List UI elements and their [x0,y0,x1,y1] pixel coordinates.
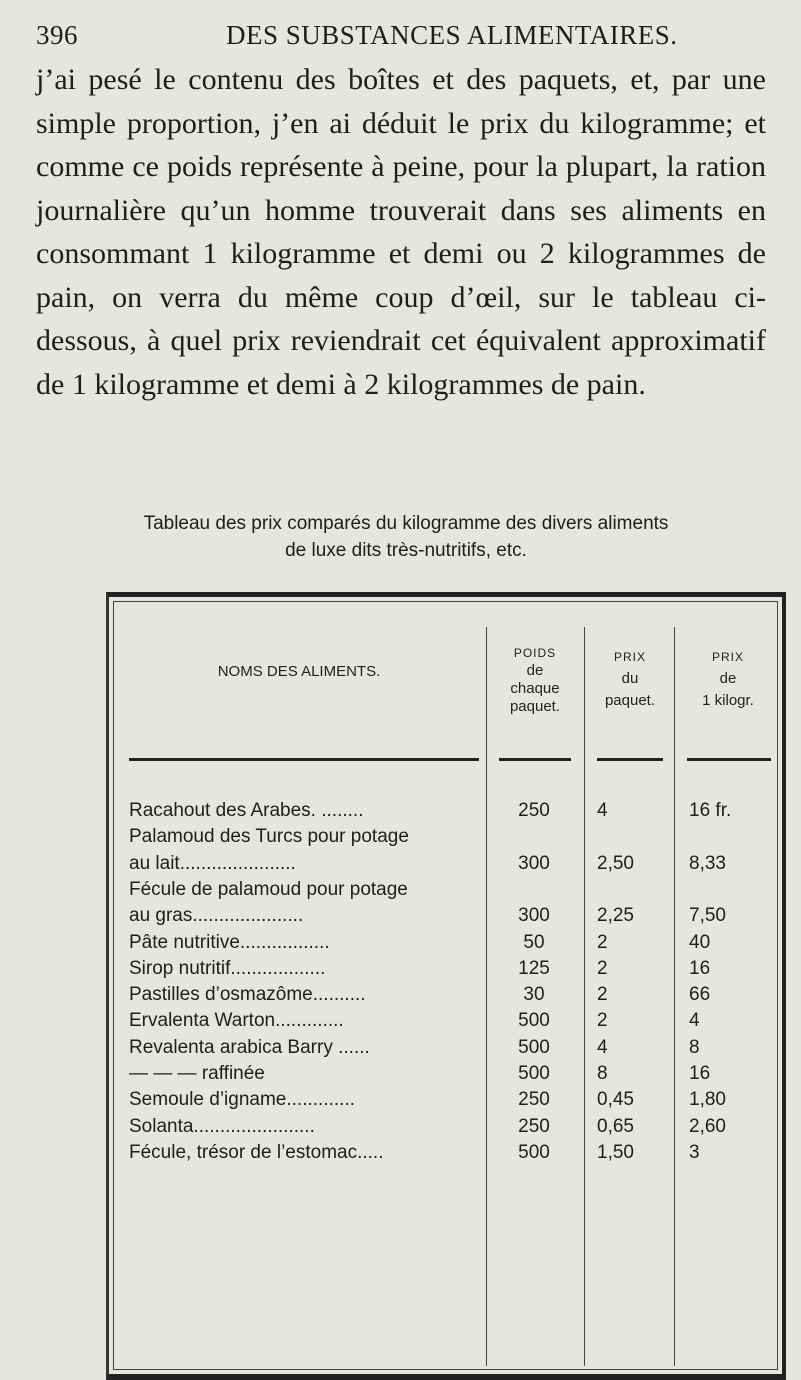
aliment-name: Sirop nutritif.................. [129,957,326,979]
prix-kilo-value: 16 [689,957,711,979]
poids-value: 500 [518,1010,550,1032]
price-table [106,592,786,1380]
table-row [109,826,782,852]
poids-value: 250 [518,1089,550,1111]
poids-value: 30 [523,984,545,1006]
prix-paquet-value: 2,50 [597,852,634,874]
aliment-name: Racahout des Arabes. ........ [129,800,364,821]
table-row [109,1142,782,1168]
column-header-label: NOMS DES ALIMENTS. [217,663,381,680]
prix-kilo-value: 40 [689,931,711,953]
column-header-label: PRIX [613,650,646,664]
table-row [109,905,782,931]
prix-kilo-value: 1,80 [689,1089,726,1111]
column-header-prix-kilo [677,646,779,712]
header-separator [687,758,771,761]
header-separator [597,758,663,761]
column-header-poids [489,644,581,716]
column-header-label: chaque [510,680,560,697]
column-header-label: paquet. [509,698,561,715]
aliment-name: Palamoud des Turcs pour potage [129,826,409,848]
aliment-name: Pâte nutritive................. [129,931,330,953]
poids-value: 500 [518,1036,550,1058]
prix-paquet-value: 0,65 [597,1115,634,1137]
prix-paquet-value: 2 [597,957,608,979]
prix-kilo-value: 7,50 [689,905,726,927]
column-header-label: 1 kilogr. [702,692,754,709]
column-header-noms [129,663,469,680]
aliment-name: Fécule de palamoud pour potage [129,878,408,900]
aliment-name: — — — raffinée [129,1063,265,1084]
page-number: 396 [36,20,78,50]
header-separator [499,758,571,761]
table-row [109,879,782,905]
table-row [109,932,782,958]
aliment-name: Revalenta arabica Barry ...... [129,1036,370,1058]
column-header-label: de [719,670,737,687]
prix-paquet-value: 2 [597,984,608,1006]
prix-paquet-value: 0,45 [597,1089,634,1111]
body-paragraph: j’ai pesé le contenu des boîtes et des paquets, et, par une simple proportion, j’en ai déduit le prix du kilogramme; et comme ce poids représente à peine, pour la plupart, la ration journalière qu’un homme trouverait dans ses aliments en consommant 1 kilogramme et demi ou 2 kilogrammes de pain, on verra du même coup d’œil, sur le tableau ci-dessous, à quel prix reviendrait cet équivalent approximatif de 1 kilogramme et demi à 2 kilogrammes de pain. [36,63,766,401]
table-caption-line-2: de luxe dits très-nutritifs, etc. [285,540,527,561]
prix-paquet-value: 4 [597,800,608,821]
table-row [109,1037,782,1063]
table-caption-line-1: Tableau des prix comparés du kilogramme des divers aliments [143,513,669,534]
poids-value: 500 [518,1063,550,1084]
prix-paquet-value: 2 [597,931,608,953]
poids-value: 250 [518,1115,550,1137]
poids-value: 500 [518,1141,550,1163]
aliment-name: Fécule, trésor de l’estomac..... [129,1141,384,1163]
prix-kilo-value: 16 [689,1063,711,1084]
column-header-label: PRIX [711,650,744,664]
aliment-name: Semoule d’igname............. [129,1089,355,1111]
table-row [109,958,782,984]
table-row [109,800,782,826]
prix-paquet-value: 4 [597,1036,608,1058]
prix-kilo-value: 2,60 [689,1115,726,1137]
aliment-name: Ervalenta Warton............. [129,1010,344,1032]
poids-value: 300 [518,852,550,874]
table-row [109,984,782,1010]
prix-paquet-value: 8 [597,1063,608,1084]
table-row [109,1063,782,1089]
prix-paquet-value: 2,25 [597,905,634,927]
aliment-name: Solanta....................... [129,1115,315,1137]
column-header-label: de [526,662,544,679]
prix-kilo-value: 3 [689,1141,700,1163]
table-row [109,1116,782,1142]
prix-paquet-value: 1,50 [597,1141,634,1163]
table-row [109,1089,782,1115]
running-title: DES SUBSTANCES ALIMENTAIRES. [226,20,678,50]
aliment-name: au gras..................... [129,905,304,927]
column-header-label: paquet. [604,692,656,709]
prix-kilo-value: 8,33 [689,852,726,874]
column-header-prix-paquet [587,646,673,712]
prix-kilo-value: 16 fr. [689,800,732,821]
poids-value: 50 [523,931,545,953]
poids-value: 250 [518,800,550,821]
header-separator [129,758,479,761]
prix-paquet-value: 2 [597,1010,608,1032]
column-header-label: POIDS [513,646,557,660]
prix-kilo-value: 4 [689,1010,700,1032]
aliment-name: au lait...................... [129,852,296,874]
column-header-label: du [621,670,639,687]
table-row [109,1010,782,1036]
aliment-name: Pastilles d’osmazôme.......... [129,984,366,1006]
poids-value: 300 [518,905,550,927]
prix-kilo-value: 8 [689,1036,700,1058]
table-row [109,853,782,879]
prix-kilo-value: 66 [689,984,711,1006]
poids-value: 125 [518,957,550,979]
